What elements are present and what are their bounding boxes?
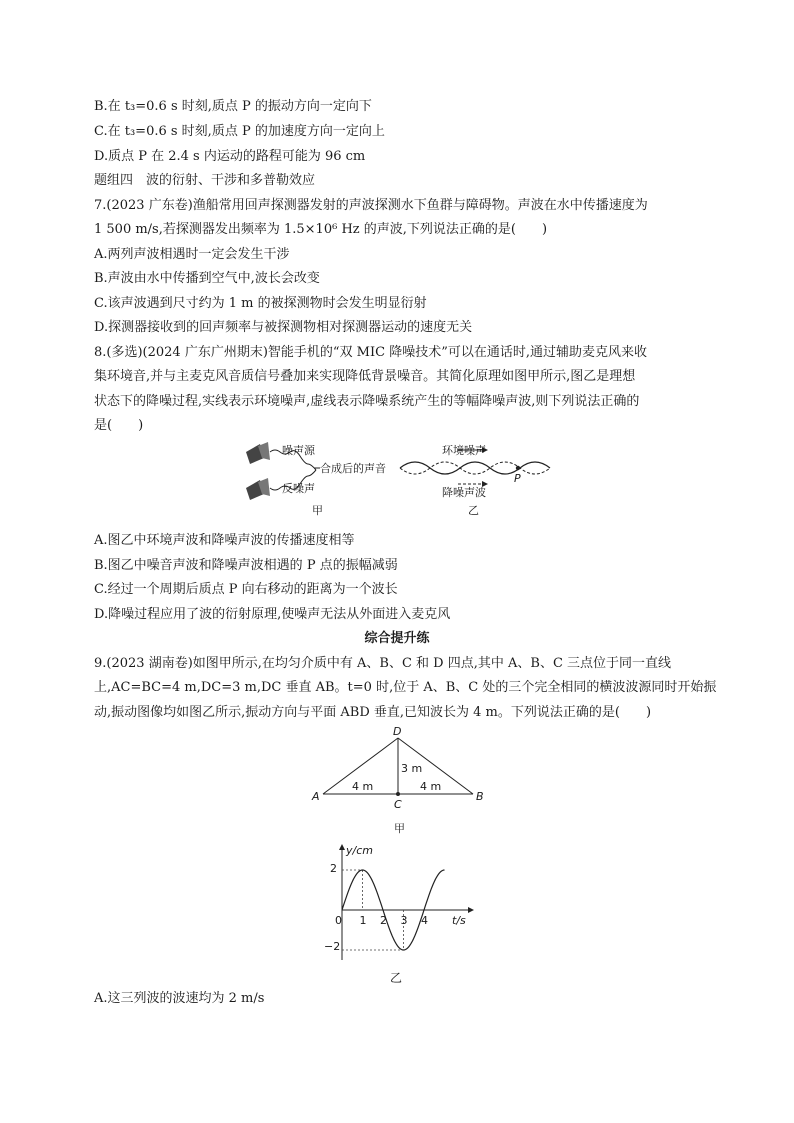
label-point-b: B (476, 790, 484, 803)
triangle-figure (305, 724, 495, 836)
q9-option-a: A.这三列波的波速均为 2 m/s (94, 991, 265, 1006)
q6-option-c: C.在 t₃=0.6 s 时刻,质点 P 的加速度方向一定向上 (94, 124, 385, 139)
label-point-d: D (393, 725, 402, 738)
q7-stem-line-2: 1 500 m/s,若探测器发出频率为 1.5×10⁶ Hz 的声波,下列说法正确的是( ) (94, 222, 548, 237)
caption-figure-b: 乙 (468, 504, 479, 517)
env-noise-wave (400, 462, 550, 474)
vibration-graph (318, 840, 478, 988)
q6-option-d: D.质点 P 在 2.4 s 内运动的路程可能为 96 cm (94, 149, 366, 164)
x-tick-label: 3 (400, 914, 408, 927)
caption-triangle-figure: 甲 (394, 822, 405, 835)
speaker-icon (246, 442, 270, 464)
label-point-c: C (394, 798, 402, 811)
section2-title: 综合提升练 (364, 631, 430, 646)
label-combined-sound: 合成后的声音 (320, 462, 386, 475)
q8-stem-line-2: 集环境音,并与主麦克风音质信号叠加来实现降低背景噪音。其简化原理如图甲所示,图乙是理想 (94, 369, 636, 384)
q7-option-a: A.两列声波相遇时一定会发生干涉 (94, 247, 290, 262)
y-tick-label: −2 (324, 940, 341, 953)
section-title: 题组四 波的衍射、干涉和多普勒效应 (94, 173, 316, 188)
caption-vibration-graph: 乙 (390, 971, 403, 985)
y-axis-label: y/cm (346, 844, 373, 857)
q8-stem-line-4: 是( ) (94, 418, 144, 433)
q8-option-a: A.图乙中环境声波和降噪声波的传播速度相等 (94, 533, 355, 548)
label-noise-source: 噪声源 (282, 444, 315, 457)
label-env-noise: 环境噪声 (442, 444, 486, 457)
label-cancel-wave: 降噪声波 (442, 486, 486, 499)
label-ac-length: 4 m (352, 780, 374, 793)
label-dc-length: 3 m (401, 762, 423, 775)
label-point-p: P (514, 472, 521, 485)
caption-figure-a: 甲 (312, 504, 323, 517)
y-tick-label: 2 (330, 862, 337, 875)
q9-stem-line-3: 动,振动图像均如图乙所示,振动方向与平面 ABD 垂直,已知波长为 4 m。下列说法正确的是( ) (94, 705, 652, 720)
point-p-marker (516, 466, 520, 470)
q7-option-d: D.探测器接收到的回声频率与被探测物相对探测器运动的速度无关 (94, 320, 473, 335)
q8-option-c: C.经过一个周期后质点 P 向右移动的距离为一个波长 (94, 582, 398, 597)
x-tick-label: 1 (359, 914, 367, 927)
x-tick-label: 2 (380, 914, 387, 927)
q8-stem-line-3: 状态下的降噪过程,实线表示环境噪声,虚线表示降噪系统产生的等幅降噪声波,则下列说法正确的 (94, 394, 640, 409)
q9-stem-line-1: 9.(2023 湖南卷)如图甲所示,在均匀介质中有 A、B、C 和 D 四点,其中 A、B、C 三点位于同一直线 (94, 656, 672, 671)
q8-stem-line-1: 8.(多选)(2024 广东广州期末)智能手机的“双 MIC 降噪技术”可以在通话时,通过辅助麦克风来收 (94, 345, 647, 360)
q7-stem-line-1: 7.(2023 广东卷)渔船常用回声探测器发射的声波探测水下鱼群与障碍物。声波在水中传播速度为 (94, 198, 648, 213)
noise-cancel-figure-a (240, 440, 400, 518)
q8-option-d: D.降噪过程应用了波的衍射原理,使噪声无法从外面进入麦克风 (94, 607, 451, 622)
x-tick-label: 4 (421, 914, 428, 927)
q7-option-c: C.该声波遇到尺寸约为 1 m 的被探测物时会发生明显衍射 (94, 296, 427, 311)
noise-cancel-figure-b (398, 440, 558, 518)
speaker-icon (246, 478, 270, 500)
x-tick-label: 0 (335, 914, 342, 927)
q7-option-b: B.声波由水中传播到空气中,波长会改变 (94, 271, 320, 286)
q8-option-b: B.图乙中噪音声波和降噪声波相遇的 P 点的振幅减弱 (94, 558, 398, 573)
label-cb-length: 4 m (420, 780, 442, 793)
q6-option-b: B.在 t₃=0.6 s 时刻,质点 P 的振动方向一定向下 (94, 99, 372, 114)
q9-stem-line-2: 上,AC=BC=4 m,DC=3 m,DC 垂直 AB。t=0 时,位于 A、B、C 处的三个完全相同的横波波源同时开始振 (94, 680, 717, 695)
label-anti-noise: 反噪声 (282, 482, 315, 495)
label-point-a: A (312, 790, 320, 803)
x-axis-label: t/s (452, 914, 466, 927)
